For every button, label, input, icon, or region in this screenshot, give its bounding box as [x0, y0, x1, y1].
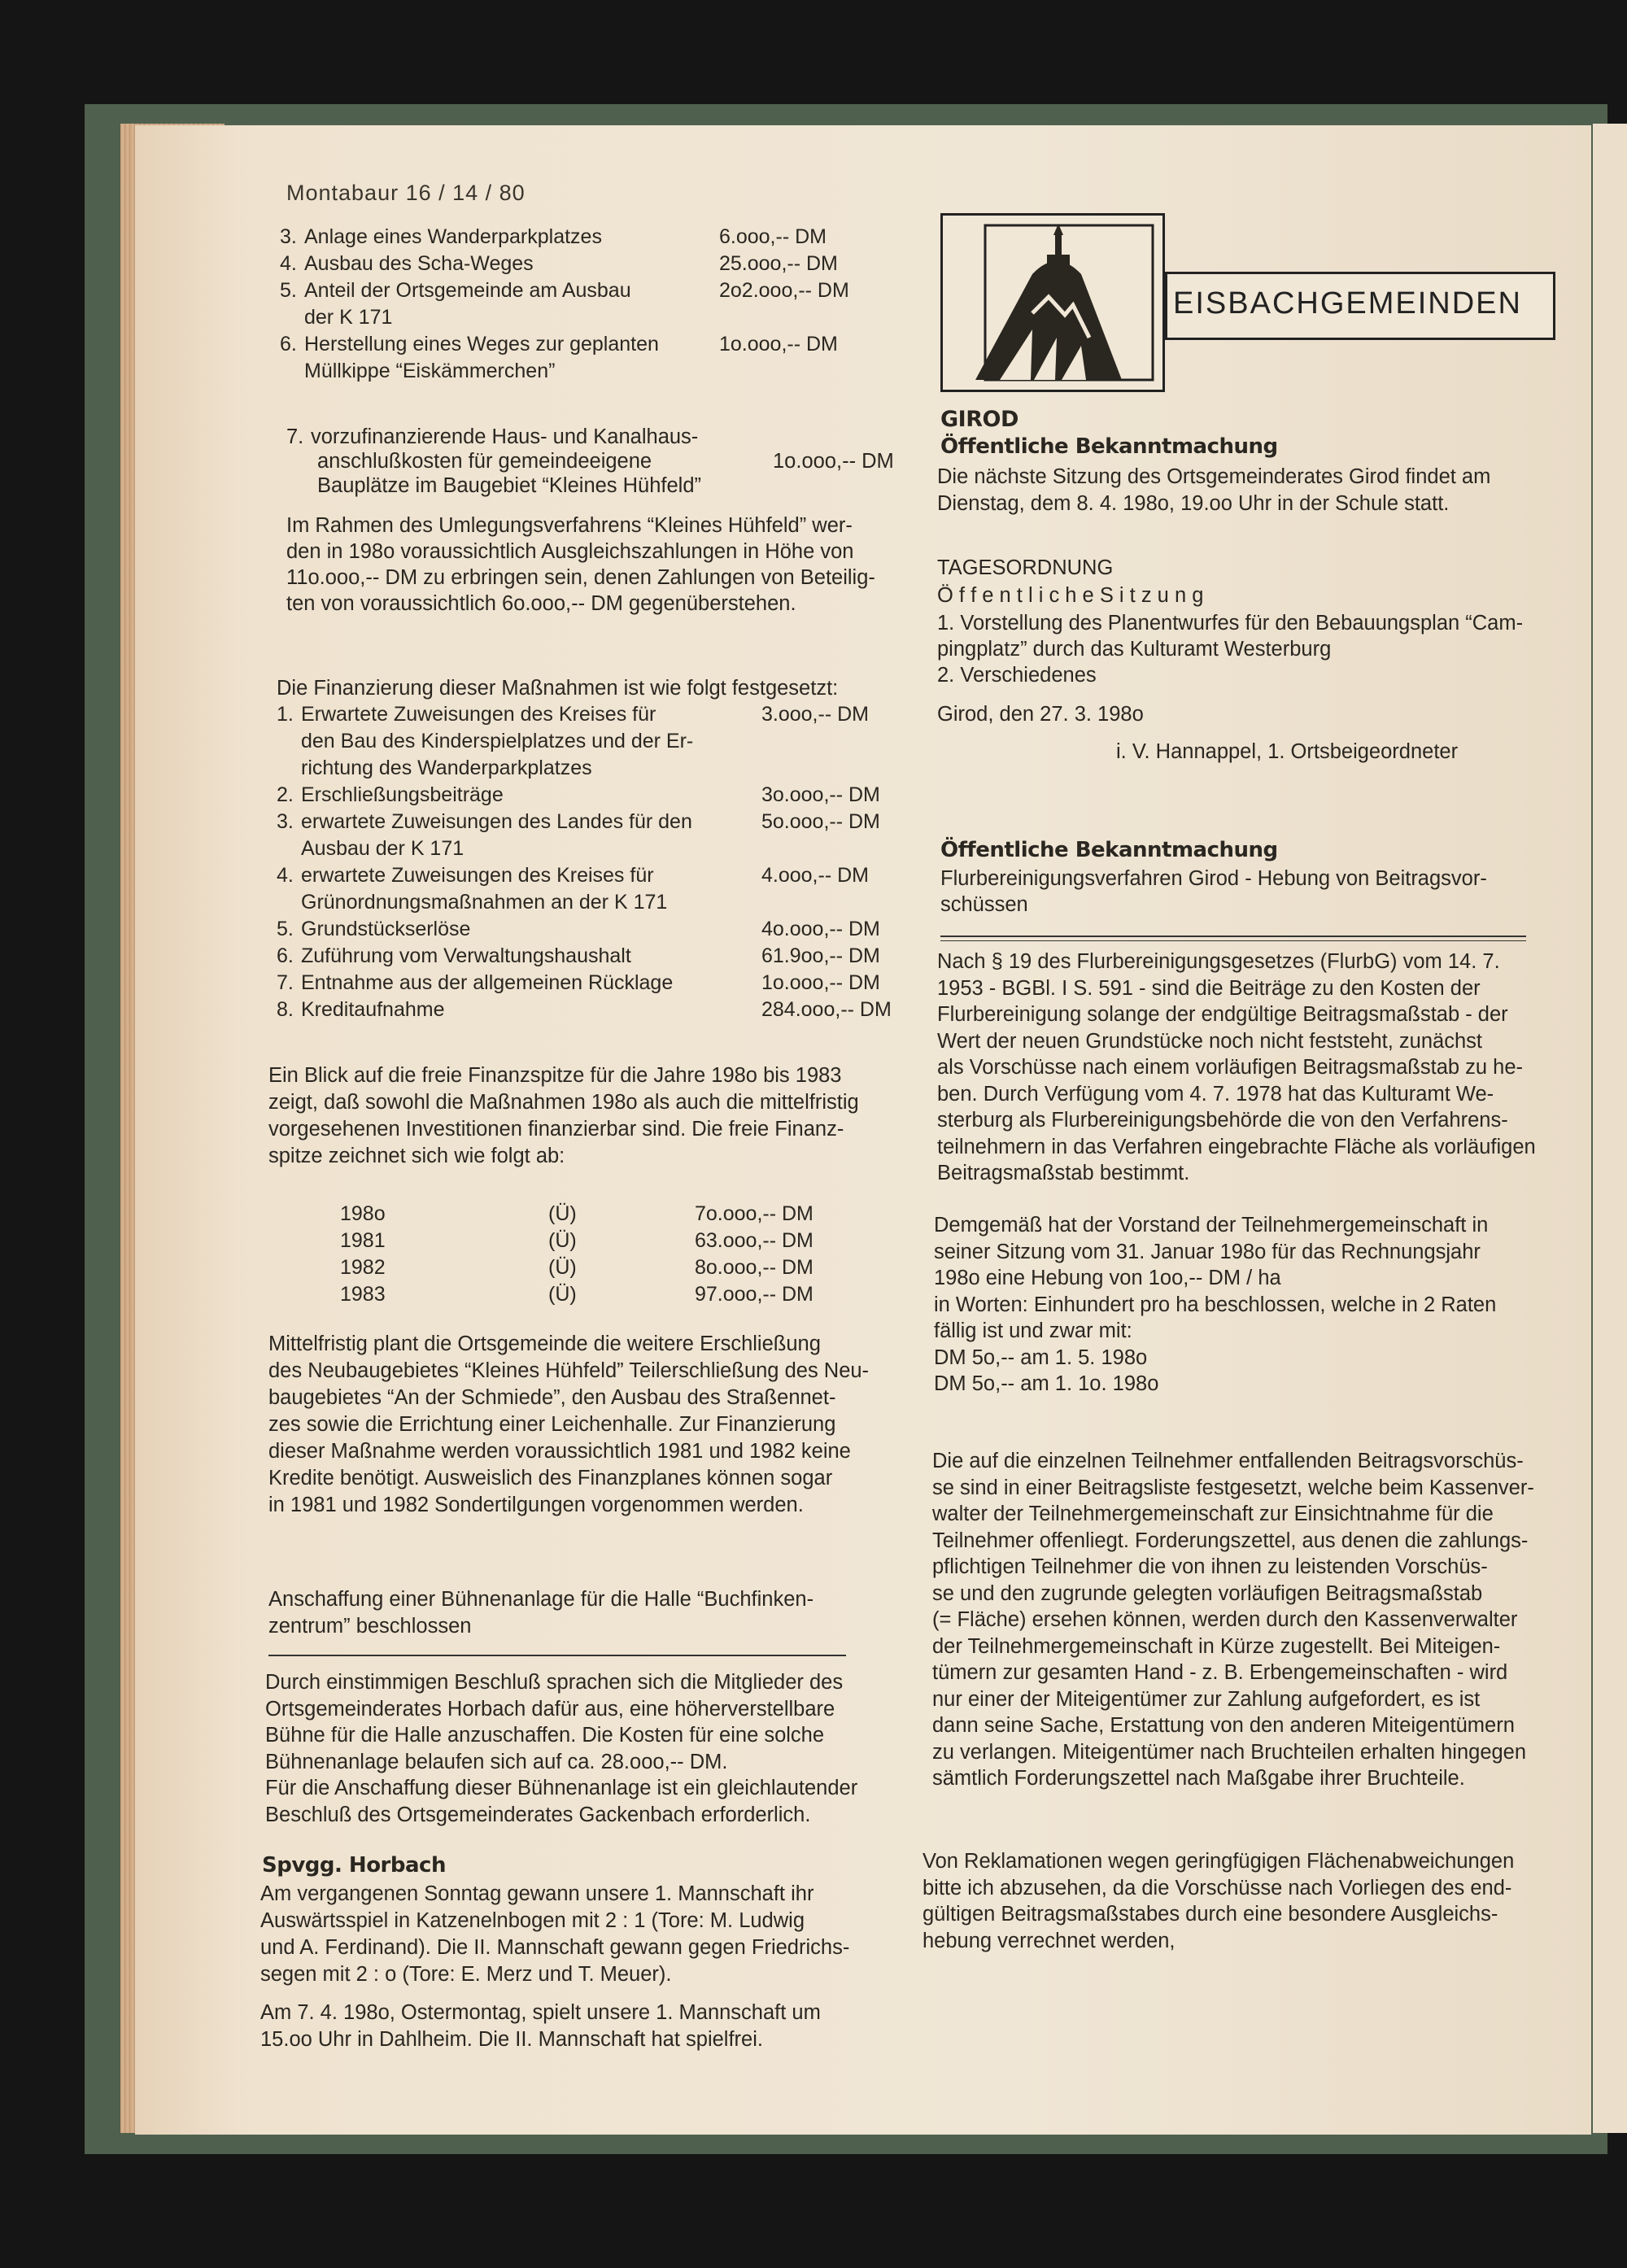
investment-row	[280, 224, 849, 251]
item-7-amount: 1o.ooo,-- DM	[773, 450, 894, 473]
financing-row	[277, 701, 895, 728]
investment-row	[280, 251, 849, 277]
finanzspitze-mark: (Ü)	[548, 1229, 577, 1252]
financing-text: Erwartete Zuweisungen des Kreises für	[301, 703, 656, 726]
finanzspitze-amount: 97.ooo,-- DM	[695, 1283, 814, 1306]
buehne-heading: Anschaffung einer Bühnenanlage für die Halle “Buchfinken- zentrum” beschlossen	[268, 1588, 814, 1638]
agenda-list: 1. Vorstellung des Planentwurfes für den Bebauungsplan “Cam- pingplatz” durch das Kulturamt Westerburg 2. Verschiedenes	[937, 612, 1524, 687]
vorschuesse-paragraph: Die auf die einzelnen Teilnehmer entfallenden Beitragsvorschüs- se sind in einer Beitragsliste festgesetzt, welche beim Kassenver- walter der Teilnehmergemeinschaft zur Einsichtnahme für die Teilnehmer offenliegt. Forderungszettel, aus denen die zahlungs- pflichtigen Teilnehmer die von ihnen zu leistenden Vorschüs- se und den zugrunde gelegten vorläufigen Beitragsmaßstab (= Fläche) ersehen können, werden durch den Kassenverwalter der Teilnehmergemeinschaft in Kürze zugestellt. Bei Miteigen- tümern zur gesamten Hand - z. B. Erbengemeinschaften - wird nur einer der Miteigentümer zur Zahlung aufgefordert, es ist dann seine Sache, Erstattung von den anderen Miteigentümern zu verlangen. Miteigentümer nach Bruchteilen erhalten hingegen sämtlich Forderungszettel nach Maßgabe ihrer Bruchteile.	[932, 1450, 1534, 1790]
financing-amount: 3o.ooo,-- DM	[761, 783, 880, 806]
demgemaess-paragraph: Demgemäß hat der Vorstand der Teilnehmergemeinschaft in seiner Sitzung vom 31. Januar 198o für das Rechnungsjahr 198o eine Hebung von 1oo,-- DM / ha in Worten: Einhundert pro ha beschlossen, welche in 2 Raten fällig ist und zwar mit: DM 5o,-- am 1. 5. 198o DM 5o,-- am 1. 1o. 198o	[934, 1214, 1497, 1395]
financing-amount: 61.9oo,-- DM	[761, 944, 880, 967]
oeffentliche-sitzung: Ö f f e n t l i c h e S i t z u n g	[937, 584, 1204, 607]
financing-number: 1.	[277, 703, 294, 726]
tagesordnung-heading: TAGESORDNUNG	[937, 556, 1114, 579]
investment-amount: 6.ooo,-- DM	[719, 225, 827, 248]
investment-row	[280, 277, 849, 304]
financing-amount: 4.ooo,-- DM	[761, 864, 869, 887]
adjacent-page-edge	[1593, 124, 1627, 2133]
financing-row	[277, 809, 895, 835]
financing-number: 4.	[277, 864, 294, 887]
finanzspitze-amount: 63.ooo,-- DM	[695, 1229, 814, 1252]
financing-row	[277, 997, 895, 1023]
investment-number: 4.	[280, 252, 297, 275]
finanzspitze-row	[340, 1281, 861, 1308]
item-7-num: 7.	[286, 425, 304, 448]
finanzspitze-amount: 8o.ooo,-- DM	[695, 1256, 814, 1279]
financing-amount: 1o.ooo,-- DM	[761, 971, 880, 994]
investment-amount: 25.ooo,-- DM	[719, 252, 838, 275]
bekanntmachung-1-text: Die nächste Sitzung des Ortsgemeinderates Girod findet am Dienstag, dem 8. 4. 198o, 19.oo Uhr in der Schule statt.	[937, 465, 1491, 515]
investment-number: 6.	[280, 333, 297, 355]
financing-row	[277, 916, 895, 943]
financing-text: erwartete Zuweisungen des Kreises für	[301, 864, 654, 887]
investment-text: der K 171	[304, 306, 393, 329]
financing-amount: 4o.ooo,-- DM	[761, 918, 880, 940]
spvgg-paragraph-1: Am vergangenen Sonntag gewann unsere 1. Mannschaft ihr Auswärtsspiel in Katzenelnbogen mit 2 : 1 (Tore: M. Ludwig und A. Ferdinand). Die II. Mannschaft gewann gegen Friedrichs- segen mit 2 : o (Tore: E. Merz und T. Meuer).	[260, 1882, 850, 1986]
finanzspitze-mark: (Ü)	[548, 1256, 577, 1279]
investment-amount: 2o2.ooo,-- DM	[719, 279, 849, 302]
financing-number: 7.	[277, 971, 294, 994]
investment-row	[280, 304, 849, 331]
buehne-rule	[268, 1655, 846, 1656]
bekanntmachung-1-title: Öffentliche Bekanntmachung	[940, 434, 1278, 459]
finanzspitze-amount: 7o.ooo,-- DM	[695, 1202, 814, 1225]
financing-text: den Bau des Kinderspielplatzes und der Er-	[301, 730, 694, 752]
finanzierung-intro: Die Finanzierung dieser Maßnahmen ist wie folgt festgesetzt:	[277, 677, 839, 700]
financing-amount: 3.ooo,-- DM	[761, 703, 869, 726]
finanzspitze-mark: (Ü)	[548, 1202, 577, 1225]
investment-amount: 1o.ooo,-- DM	[719, 333, 838, 355]
financing-row	[277, 862, 895, 889]
financing-text: Kreditaufnahme	[301, 998, 445, 1021]
financing-text: Zuführung vom Verwaltungshaushalt	[301, 944, 631, 967]
item-7	[286, 425, 905, 498]
flurbg-paragraph: Nach § 19 des Flurbereinigungsgesetzes (FlurbG) vom 14. 7. 1953 - BGBl. I S. 591 - sind die Beiträge zu den Kosten der Flurbereinigung solange der endgültige Beitragsmaßstab - der Wert der neuen Grundstücke noch nicht feststeht, zunächst als Vorschüsse nach einem vorläufigen Beitragsmaßstab zu he- ben. Durch Verfügung vom 4. 7. 1978 hat das Kulturamt We- sterburg als Flurbereinigungsbehörde die von den Verfahrens- teilnehmern in das Verfahren eingebrachte Fläche als vorläufigen Beitragsmaßstab bestimmt.	[937, 950, 1536, 1184]
mittelfristig-paragraph: Mittelfristig plant die Ortsgemeinde die weitere Erschließung des Neubaugebietes “Kleines Hühfeld” Teilerschließung des Neu- baugebietes “An der Schmiede”, den Ausbau des Straßennet- zes sowie die Errichtung einer Leichenhalle. Zur Finanzierung dieser Maßnahme werden voraussichtlich 1981 und 1982 keine Kredite benötigt. Ausweislich des Finanzplanes können sogar in 1981 und 1982 Sondertilgungen vorgenommen werden.	[268, 1332, 870, 1516]
finanzspitze-row	[340, 1201, 861, 1228]
item-7-line2: anschlußkosten für gemeindeeigene	[317, 450, 652, 473]
umlegung-paragraph: Im Rahmen des Umlegungsverfahrens “Kleines Hühfeld” wer- den in 198o voraussichtlich Ausgleichszahlungen in Höhe von 11o.ooo,-- DM zu erbringen sein, denen Zahlungen von Beteilig- ten von voraussichtlich 6o.ooo,-- DM gegenüberstehen.	[286, 514, 875, 615]
bekanntmachung-2-rule	[940, 936, 1526, 937]
financing-text: erwartete Zuweisungen des Landes für den	[301, 810, 692, 833]
financing-row	[277, 782, 895, 809]
financing-number: 6.	[277, 944, 294, 967]
finanzspitze-paragraph: Ein Blick auf die freie Finanzspitze für die Jahre 198o bis 1983 zeigt, daß sowohl die Maßnahmen 198o als auch die mittelfristig vorgesehenen Investitionen finanzierbar sind. Die freie Finanz- spitze zeichnet sich wie folgt ab:	[268, 1064, 859, 1167]
finanzspitze-row	[340, 1228, 861, 1254]
financing-row	[277, 755, 895, 782]
finanzspitze-year: 1983	[340, 1283, 386, 1306]
investment-text: Anteil der Ortsgemeinde am Ausbau	[304, 279, 631, 302]
item-7-line3: Bauplätze im Baugebiet “Kleines Hühfeld”	[317, 474, 702, 497]
financing-row	[277, 943, 895, 970]
investment-row	[280, 331, 849, 358]
investment-number: 3.	[280, 225, 297, 248]
finanzspitze-row	[340, 1254, 861, 1281]
financing-text: Erschließungsbeiträge	[301, 783, 504, 806]
page-header: Montabaur 16 / 14 / 80	[286, 181, 526, 205]
spvgg-paragraph-2: Am 7. 4. 198o, Ostermontag, spielt unsere 1. Mannschaft um 15.oo Uhr in Dahlheim. Die II. Mannschaft hat spielfrei.	[260, 2001, 821, 2051]
investment-text: Herstellung eines Weges zur geplanten	[304, 333, 659, 355]
financing-list	[277, 701, 895, 1023]
financing-row	[277, 970, 895, 997]
reklamation-paragraph: Von Reklamationen wegen geringfügigen Flächenabweichungen bitte ich abzusehen, da die Vorschüsse nach Vorliegen des end- gültigen Beitragsmaßstabes durch eine besondere Ausgleichs- hebung verrechnet werden,	[923, 1850, 1515, 1952]
financing-amount: 5o.ooo,-- DM	[761, 810, 880, 833]
signer: i. V. Hannappel, 1. Ortsbeigeordneter	[1116, 740, 1459, 763]
finanzspitze-year: 1982	[340, 1256, 386, 1279]
financing-number: 8.	[277, 998, 294, 1021]
finanzspitze-year: 198o	[340, 1202, 386, 1225]
investment-text: Anlage eines Wanderparkplatzes	[304, 225, 602, 248]
bekanntmachung-2-title: Öffentliche Bekanntmachung	[940, 838, 1278, 862]
financing-amount: 284.ooo,-- DM	[761, 998, 892, 1021]
girod-heading: GIROD	[940, 407, 1019, 432]
spvgg-heading: Spvgg. Horbach	[262, 1853, 446, 1878]
financing-number: 2.	[277, 783, 294, 806]
financing-text: Ausbau der K 171	[301, 837, 465, 860]
financing-number: 5.	[277, 918, 294, 940]
financing-text: Grünordnungsmaßnahmen an der K 171	[301, 891, 668, 914]
girod-date: Girod, den 27. 3. 198o	[937, 703, 1144, 726]
church-hill-icon	[943, 216, 1162, 390]
financing-text: Grundstückserlöse	[301, 918, 471, 940]
section-title: EISBACHGEMEINDEN	[1173, 286, 1522, 321]
bekanntmachung-2-subtitle: Flurbereinigungsverfahren Girod - Hebung von Beitragsvor- schüssen	[940, 867, 1487, 916]
financing-row	[277, 728, 895, 755]
investment-number: 5.	[280, 279, 297, 302]
investment-text: Müllkippe “Eiskämmerchen”	[304, 360, 556, 382]
investment-list	[280, 224, 849, 385]
financing-row	[277, 889, 895, 916]
investment-row	[280, 358, 849, 385]
financing-row	[277, 835, 895, 862]
finanzspitze-year: 1981	[340, 1229, 386, 1252]
finanzspitze-mark: (Ü)	[548, 1283, 577, 1306]
buehne-paragraph: Durch einstimmigen Beschluß sprachen sich die Mitglieder des Ortsgemeinderates Horbach dafür aus, eine höherverstellbare Bühne für die Halle anzuschaffen. Die Kosten für eine solche Bühnenanlage belaufen sich auf ca. 28.ooo,-- DM. Für die Anschaffung dieser Bühnenanlage ist ein gleichlautender Beschluß des Ortsgemeinderates Gackenbach erforderlich.	[265, 1671, 858, 1826]
eisbach-logo	[940, 213, 1165, 392]
item-7-line1: vorzufinanzierende Haus- und Kanalhaus-	[311, 425, 699, 448]
financing-number: 3.	[277, 810, 294, 833]
investment-text: Ausbau des Scha-Weges	[304, 252, 534, 275]
financing-text: richtung des Wanderparkplatzes	[301, 757, 592, 779]
finanzspitze-table	[340, 1201, 861, 1308]
bekanntmachung-2-rule-2	[940, 940, 1526, 941]
financing-text: Entnahme aus der allgemeinen Rücklage	[301, 971, 674, 994]
